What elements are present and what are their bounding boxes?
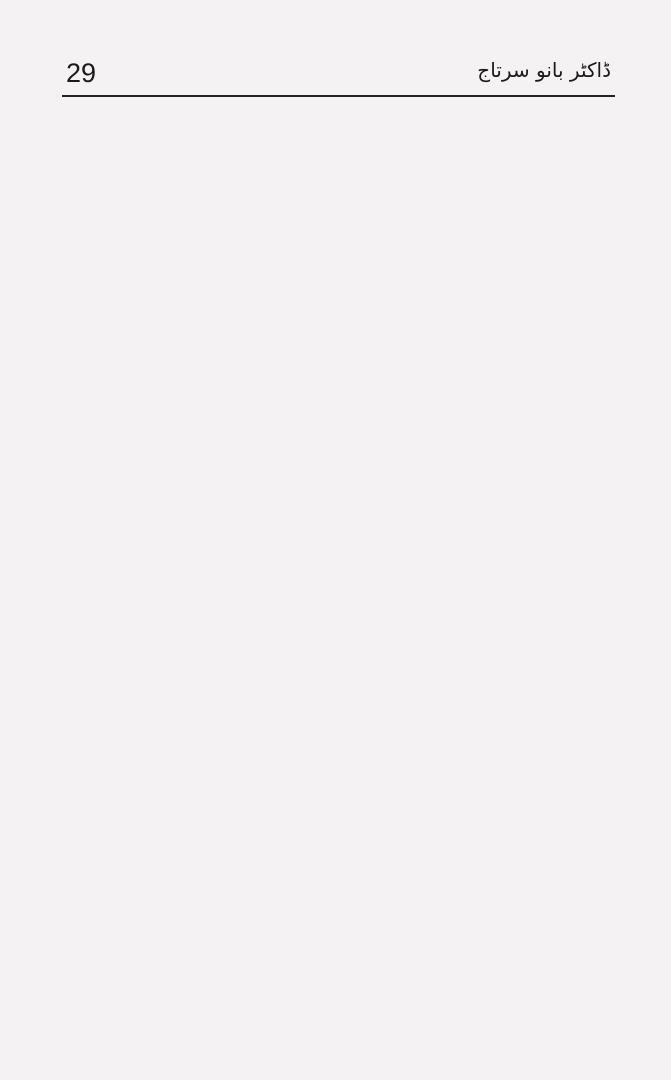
header-rule (62, 95, 615, 97)
page-number: 29 (66, 58, 97, 88)
running-head: ڈاکٹر بانو سرتاج (477, 58, 611, 82)
